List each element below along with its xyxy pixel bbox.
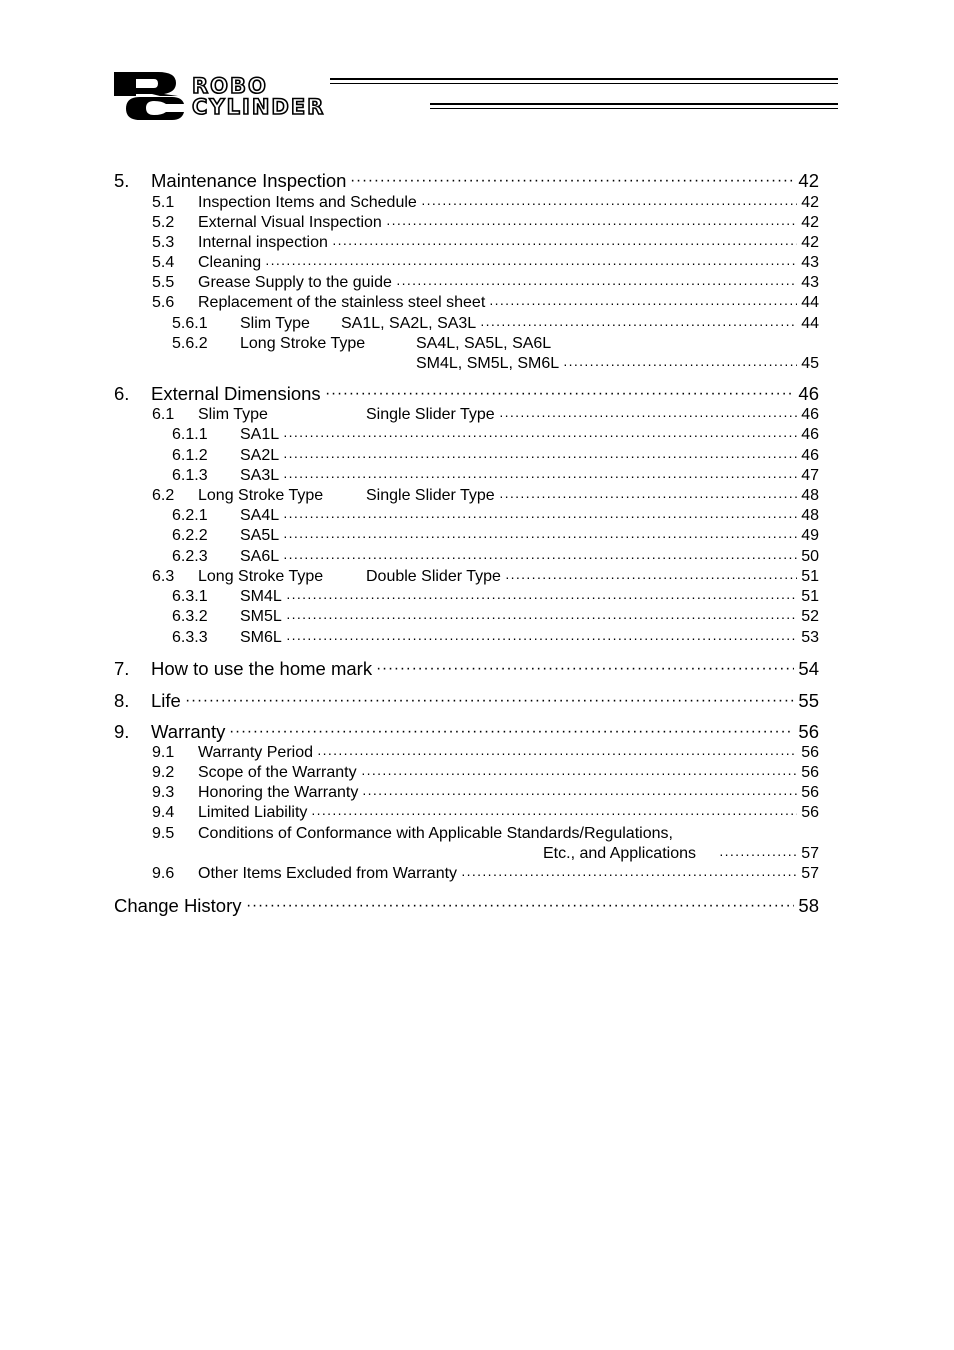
toc-section-row[interactable] <box>0 628 954 648</box>
toc-title: Slim Type <box>240 315 310 332</box>
toc-section-row[interactable] <box>0 607 954 627</box>
toc-chapter-row[interactable] <box>0 721 954 743</box>
toc-title: SA4L <box>240 507 280 524</box>
header-rule-top-thin <box>330 83 838 84</box>
toc-page-number: 56 <box>801 784 819 801</box>
toc-title: Other Items Excluded from Warranty <box>198 865 458 882</box>
toc-number: 9.6 <box>152 865 175 882</box>
toc-number: 5.2 <box>152 214 175 231</box>
toc-section-row[interactable] <box>0 334 954 354</box>
toc-leader-dots <box>286 607 797 627</box>
toc-page-number: 48 <box>801 507 819 524</box>
toc-chapter-row[interactable] <box>0 658 954 680</box>
toc-title: Long Stroke Type <box>198 487 324 504</box>
toc-leader-dots <box>229 721 794 743</box>
toc-title: SA6L <box>240 548 280 565</box>
toc-title-model: SA1L, SA2L, SA3L <box>341 315 477 332</box>
toc-leader-dots <box>499 405 797 425</box>
toc-leader-dots <box>396 273 797 293</box>
toc-page-number: 47 <box>801 467 819 484</box>
toc-page-number: 44 <box>801 315 819 332</box>
toc-title: Limited Liability <box>198 804 308 821</box>
toc-leader-dots <box>350 170 794 192</box>
toc-title: SM4L <box>240 588 282 605</box>
toc-title: Change History <box>114 895 242 916</box>
toc-page-number: 43 <box>801 254 819 271</box>
toc-page-number: 57 <box>801 865 819 882</box>
toc-section-row[interactable] <box>0 743 954 763</box>
toc-chapter-row[interactable] <box>0 690 954 712</box>
toc-number: 8. <box>114 690 130 711</box>
toc-page-number: 50 <box>801 548 819 565</box>
toc-page-number: 46 <box>801 406 819 423</box>
toc-leader-dots <box>361 763 797 783</box>
logo-text-robo: ROBO <box>192 74 268 98</box>
toc-leader-dots <box>719 844 797 864</box>
toc-number: 7. <box>114 658 130 679</box>
toc-page-number: 52 <box>801 608 819 625</box>
toc-number: 6.1.3 <box>172 467 208 484</box>
header-rule-bottom <box>430 103 838 105</box>
toc-page-number: 56 <box>801 764 819 781</box>
toc-number: 5.6.1 <box>172 315 208 332</box>
toc-leader-dots <box>489 293 797 313</box>
toc-leader-dots <box>246 895 794 917</box>
toc-leader-dots <box>563 354 797 374</box>
toc-title: External Dimensions <box>151 383 321 404</box>
toc-title-model: Double Slider Type <box>366 568 501 585</box>
toc-section-row[interactable] <box>0 273 954 293</box>
toc-leader-dots <box>362 783 797 803</box>
toc-title-model: Single Slider Type <box>366 406 495 423</box>
toc-leader-dots <box>480 314 797 334</box>
toc-section-row[interactable] <box>0 783 954 803</box>
toc-section-row[interactable] <box>0 466 954 486</box>
toc-page-number: 56 <box>801 744 819 761</box>
toc-number: 6.1 <box>152 406 175 423</box>
toc-number: 6.3.2 <box>172 608 208 625</box>
toc-chapter-row[interactable] <box>0 170 954 192</box>
toc-leader-dots <box>505 567 797 587</box>
toc-leader-dots <box>286 628 797 648</box>
toc-page-number: 56 <box>798 721 819 742</box>
toc-page-number: 57 <box>801 845 819 862</box>
toc-leader-dots <box>283 446 797 466</box>
toc-leader-dots <box>317 743 797 763</box>
toc-title: SM5L <box>240 608 282 625</box>
header-rule-bottom-thin <box>430 108 838 109</box>
toc-title-continuation: SM4L, SM5L, SM6L <box>416 355 560 372</box>
toc-section-row[interactable] <box>0 213 954 233</box>
toc-number: 9.2 <box>152 764 175 781</box>
toc-page-number: 42 <box>801 234 819 251</box>
toc-title: External Visual Inspection <box>198 214 382 231</box>
toc-chapter-row[interactable] <box>0 895 954 917</box>
toc-page-number: 55 <box>798 690 819 711</box>
toc-section-row[interactable] <box>0 763 954 783</box>
toc-leader-dots <box>265 253 797 273</box>
toc-title: Life <box>151 690 181 711</box>
toc-page-number: 48 <box>801 487 819 504</box>
toc-section-row[interactable] <box>0 446 954 466</box>
toc-leader-dots <box>283 547 797 567</box>
toc-title: Conditions of Conformance with Applicable Standards/Regulations, <box>198 825 673 842</box>
toc-section-row[interactable] <box>0 233 954 253</box>
toc-number: 5.3 <box>152 234 175 251</box>
toc-title: SM6L <box>240 629 282 646</box>
toc-number: 9.5 <box>152 825 175 842</box>
toc-leader-dots <box>286 587 797 607</box>
toc-number: 9.3 <box>152 784 175 801</box>
toc-title: Long Stroke Type <box>240 335 366 352</box>
toc-chapter-row[interactable] <box>0 383 954 405</box>
toc-title: SA1L <box>240 426 280 443</box>
toc-leader-dots <box>311 803 797 823</box>
toc-title: SA2L <box>240 447 280 464</box>
toc-title-continuation: Etc., and Applications <box>543 845 696 862</box>
toc-continuation-row[interactable] <box>0 844 954 864</box>
toc-continuation-row[interactable] <box>0 354 954 374</box>
toc-page-number: 56 <box>801 804 819 821</box>
toc-page-number: 45 <box>801 355 819 372</box>
toc-section-row[interactable] <box>0 803 954 823</box>
toc-title: Internal inspection <box>198 234 328 251</box>
toc-section-row[interactable] <box>0 486 954 506</box>
toc-leader-dots <box>283 526 797 546</box>
toc-number: 6.3.3 <box>172 629 208 646</box>
toc-leader-dots <box>386 213 797 233</box>
toc-page-number: 51 <box>801 568 819 585</box>
toc-number: 5.6 <box>152 294 175 311</box>
toc-number: 6.2.1 <box>172 507 208 524</box>
toc-leader-dots <box>185 690 794 712</box>
toc-title: Honoring the Warranty <box>198 784 359 801</box>
toc-title-model: SA4L, SA5L, SA6L <box>416 335 552 352</box>
toc-number: 5.1 <box>152 194 175 211</box>
toc-section-row[interactable] <box>0 253 954 273</box>
toc-section-row[interactable] <box>0 506 954 526</box>
toc-number: 6.2 <box>152 487 175 504</box>
toc-section-row[interactable] <box>0 405 954 425</box>
toc-title: SA3L <box>240 467 280 484</box>
toc-number: 6.1.1 <box>172 426 208 443</box>
toc-title: Replacement of the stainless steel sheet <box>198 294 486 311</box>
toc-page-number: 46 <box>801 447 819 464</box>
rc-logo-icon <box>112 70 192 122</box>
toc-title: Inspection Items and Schedule <box>198 194 417 211</box>
toc-section-row[interactable] <box>0 425 954 445</box>
toc-leader-dots <box>325 383 794 405</box>
toc-title: Warranty <box>151 721 226 742</box>
toc-page-number: 49 <box>801 527 819 544</box>
toc-title: Grease Supply to the guide <box>198 274 392 291</box>
toc-leader-dots <box>332 233 797 253</box>
toc-page-number: 42 <box>801 214 819 231</box>
toc-section-row[interactable] <box>0 193 954 213</box>
toc-title: Warranty Period <box>198 744 313 761</box>
toc-page-number: 58 <box>798 895 819 916</box>
toc-section-row[interactable] <box>0 547 954 567</box>
toc-page-number: 43 <box>801 274 819 291</box>
toc-title: How to use the home mark <box>151 658 373 679</box>
toc-number: 5.5 <box>152 274 175 291</box>
toc-page-number: 54 <box>798 658 819 679</box>
toc-title: Cleaning <box>198 254 262 271</box>
toc-leader-dots <box>461 864 797 884</box>
toc-number: 5. <box>114 170 130 191</box>
toc-section-row[interactable] <box>0 864 954 884</box>
toc-number: 6.2.3 <box>172 548 208 565</box>
toc-page-number: 42 <box>798 170 819 191</box>
toc-number: 5.6.2 <box>172 335 208 352</box>
toc-number: 5.4 <box>152 254 175 271</box>
toc-section-row[interactable] <box>0 293 954 313</box>
toc-title: Maintenance Inspection <box>151 170 347 191</box>
toc-leader-dots <box>376 658 794 680</box>
toc-title: Slim Type <box>198 406 268 423</box>
logo-text-cylinder: CYLINDER <box>192 95 326 119</box>
toc-page-number: 44 <box>801 294 819 311</box>
toc-section-row[interactable] <box>0 314 954 334</box>
toc-section-row[interactable] <box>0 526 954 546</box>
toc-section-row[interactable] <box>0 824 954 844</box>
header-rule-top <box>330 78 838 80</box>
toc-page-number: 46 <box>798 383 819 404</box>
toc-number: 6.3 <box>152 568 175 585</box>
toc-title: Scope of the Warranty <box>198 764 357 781</box>
toc-page-number: 42 <box>801 194 819 211</box>
toc-number: 9. <box>114 721 130 742</box>
toc-leader-dots <box>283 425 797 445</box>
toc-number: 9.1 <box>152 744 175 761</box>
toc-leader-dots <box>283 466 797 486</box>
page-header <box>0 0 954 140</box>
toc-leader-dots <box>499 486 797 506</box>
toc-title: SA5L <box>240 527 280 544</box>
toc-number: 6.2.2 <box>172 527 208 544</box>
toc-title: Long Stroke Type <box>198 568 324 585</box>
toc-number: 6.3.1 <box>172 588 208 605</box>
toc-number: 6.1.2 <box>172 447 208 464</box>
toc-title-model: Single Slider Type <box>366 487 495 504</box>
toc-number: 9.4 <box>152 804 175 821</box>
toc-number: 6. <box>114 383 130 404</box>
toc-leader-dots <box>421 193 797 213</box>
toc-page-number: 53 <box>801 629 819 646</box>
toc-section-row[interactable] <box>0 567 954 587</box>
toc-page-number: 46 <box>801 426 819 443</box>
toc-section-row[interactable] <box>0 587 954 607</box>
toc-leader-dots <box>283 506 797 526</box>
toc-page-number: 51 <box>801 588 819 605</box>
